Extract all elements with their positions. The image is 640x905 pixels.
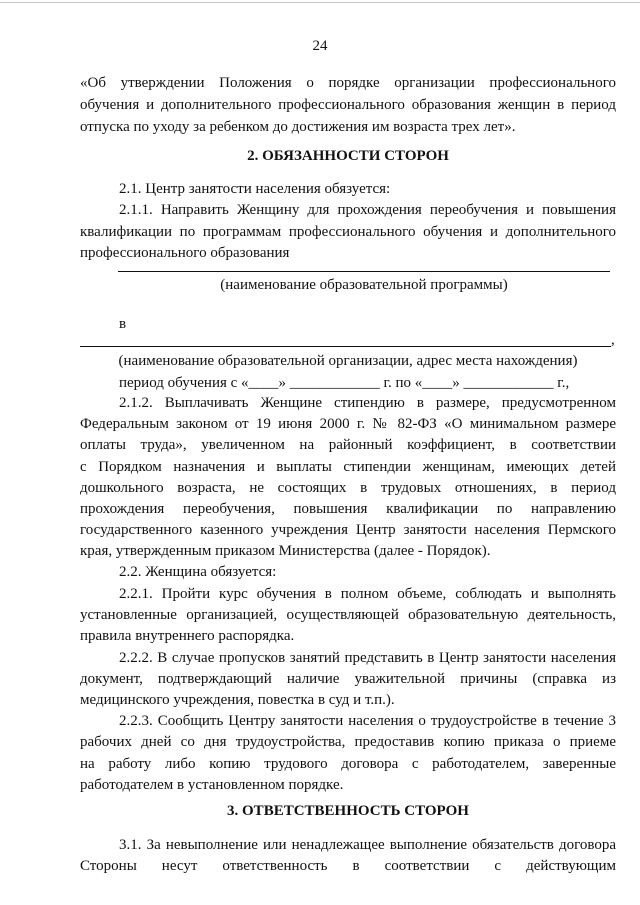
clause-2-1-2-line-5: дошкольного возраста, не состоящих в трудовых отношениях, в период xyxy=(80,480,616,496)
clause-2-1-2-line-2: Федеральным законом от 19 июня 2000 г. № 82-ФЗ «О минимальном размере xyxy=(80,416,616,432)
clause-2-1-2-line-4: с Порядком назначения и выплаты стипендии женщинам, имеющих детей xyxy=(80,459,616,475)
v-label: в xyxy=(119,316,127,332)
clause-2-1-2-line-1: 2.1.2. Выплачивать Женщине стипендию в размере, предусмотренном xyxy=(119,395,616,411)
clause-2-2-3-line-1: 2.2.3. Сообщить Центру занятости населения о трудоустройстве в течение 3 xyxy=(119,713,616,729)
clause-2-2-1-line-3: правила внутреннего распорядка. xyxy=(80,628,295,644)
clause-2-2-1-line-2: установленные организацией, осуществляющей образовательную деятельность, xyxy=(80,607,616,623)
clause-3-1-line-1: 3.1. За невыполнение или ненадлежащее выполнение обязательств договора xyxy=(119,837,616,853)
clause-2-2-3-line-2: рабочих дней со дня трудоустройства, предоставив копию приказа о приеме xyxy=(80,734,616,750)
clause-2-2-2-line-2: документ, подтверждающий наличие уважительной причины (справка из xyxy=(80,671,616,687)
clause-2-1-2-line-7: государственного казенного учреждения Центр занятости населения Пермского xyxy=(80,522,616,538)
page-top-edge xyxy=(0,2,640,3)
clause-2-1: 2.1. Центр занятости населения обязуется: xyxy=(119,181,391,197)
organization-caption: (наименование образовательной организации, адрес места нахождения) xyxy=(118,353,578,369)
program-name-caption: (наименование образовательной программы) xyxy=(220,277,508,293)
section-2-heading: 2. ОБЯЗАННОСТИ СТОРОН xyxy=(247,148,449,164)
clause-2-2-3-line-4: работодателем в установленном порядке. xyxy=(80,777,344,793)
clause-2-2-1-line-1: 2.2.1. Пройти курс обучения в полном объеме, соблюдать и выполнять xyxy=(119,586,616,602)
organization-blank-comma: , xyxy=(611,332,615,348)
intro-line-1: «Об утверждении Положения о порядке организации профессионального xyxy=(80,75,616,91)
clause-2-2-3-line-3: на работу либо копию трудового договора с работодателем, заверенные xyxy=(80,756,616,772)
training-period-line: период обучения с «____» ____________ г. по «____» ____________ г., xyxy=(119,375,570,391)
clause-2-1-2-line-6: прохождения переобучения, повышения квалификации по направлению xyxy=(80,501,616,517)
clause-2-2: 2.2. Женщина обязуется: xyxy=(119,564,277,580)
intro-line-3: отпуска по уходу за ребенком до достижения им возраста трех лет». xyxy=(80,119,516,135)
program-name-blank xyxy=(118,271,610,272)
clause-2-1-1-line-2: квалификации по программам профессионального обучения и дополнительного xyxy=(80,224,616,240)
clause-3-1-line-2: Стороны несут ответственность в соответствии с действующим xyxy=(80,858,616,874)
clause-2-1-2-line-3: оплаты труда», увеличенном на районный коэффициент, в соответствии xyxy=(80,437,616,453)
clause-2-2-2-line-1: 2.2.2. В случае пропусков занятий представить в Центр занятости населения xyxy=(119,650,616,666)
page-number: 24 xyxy=(312,38,328,54)
clause-2-1-1-line-1: 2.1.1. Направить Женщину для прохождения переобучения и повышения xyxy=(119,202,616,218)
clause-2-1-1-line-3: профессионального образования xyxy=(80,245,290,261)
organization-name-blank xyxy=(80,346,611,347)
clause-2-2-2-line-3: медицинского учреждения, повестка в суд и т.п.). xyxy=(80,692,395,708)
clause-2-1-2-line-8: края, утвержденным приказом Министерства (далее - Порядок). xyxy=(80,543,491,559)
intro-line-2: обучения и дополнительного профессионального образования женщин в период xyxy=(80,97,616,113)
section-3-heading: 3. ОТВЕТСТВЕННОСТЬ СТОРОН xyxy=(227,803,469,819)
